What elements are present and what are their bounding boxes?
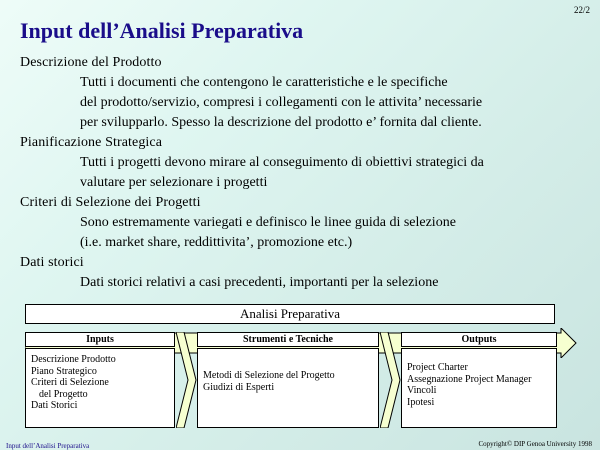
body-line: Dati storici relativi a casi precedenti, importanti per la selezione	[80, 275, 439, 290]
body-line: Tutti i progetti devono mirare al conseguimento di obiettivi strategici da	[80, 155, 484, 170]
section-product-description	[20, 53, 590, 133]
body-line: Tutti i documenti che contengono le caratteristiche e le specifiche	[80, 75, 448, 90]
inputs-item: Criteri di Selezione	[31, 377, 109, 388]
section-heading: Descrizione del Prodotto	[20, 55, 162, 70]
inputs-item: Descrizione Prodotto	[31, 354, 116, 365]
page-number: 22/2	[573, 5, 590, 15]
tools-header: Strumenti e Tecniche	[197, 332, 379, 347]
section-body	[20, 213, 590, 253]
chevron-right-icon	[176, 332, 198, 428]
inputs-item: Dati Storici	[31, 400, 78, 411]
tools-item: Metodi di Selezione del Progetto	[203, 370, 335, 381]
body-line: Sono estremamente variegati e definisco le linee guida di selezione	[80, 215, 456, 230]
body-line: per svilupparlo. Spesso la descrizione del prodotto e’ fornita dal cliente.	[80, 115, 482, 130]
inputs-item: del Progetto	[39, 388, 88, 400]
section-body	[20, 273, 590, 293]
section-body	[20, 73, 590, 133]
diagram-title: Analisi Preparativa	[25, 304, 555, 324]
inputs-header: Inputs	[25, 332, 175, 347]
outputs-item: Ipotesi	[407, 396, 435, 408]
outputs-item: Assegnazione Project Manager	[407, 373, 532, 385]
body-line: valutare per selezionare i progetti	[80, 175, 268, 190]
body-line: del prodotto/servizio, compresi i collegamenti con le attivita’ necessarie	[80, 95, 483, 110]
section-historical-data	[20, 253, 590, 293]
footer-copyright: Copyright© DIP Genoa University 1998	[478, 440, 592, 448]
body-line: (i.e. market share, reddittivita’, promozione etc.)	[80, 235, 353, 250]
section-heading: Dati storici	[20, 255, 84, 270]
inputs-item: Piano Strategico	[31, 365, 97, 377]
footer-title: Input dell’Analisi Preparativa	[6, 442, 90, 450]
slide-title: Input dell’Analisi Preparativa	[20, 18, 304, 43]
outputs-item: Vincoli	[407, 385, 437, 396]
slide-content	[20, 53, 590, 293]
outputs-box	[401, 348, 557, 428]
tools-item: Giudizi di Esperti	[203, 381, 275, 393]
section-heading: Criteri di Selezione dei Progetti	[20, 195, 201, 210]
tools-box	[197, 348, 379, 428]
section-selection-criteria	[20, 193, 590, 253]
section-body	[20, 153, 590, 193]
section-strategic-planning	[20, 133, 590, 193]
outputs-item: Project Charter	[407, 362, 468, 373]
chevron-right-icon	[380, 332, 402, 428]
outputs-header: Outputs	[401, 332, 557, 347]
section-heading: Pianificazione Strategica	[20, 135, 163, 150]
inputs-box	[25, 348, 175, 428]
process-diagram	[25, 304, 600, 434]
